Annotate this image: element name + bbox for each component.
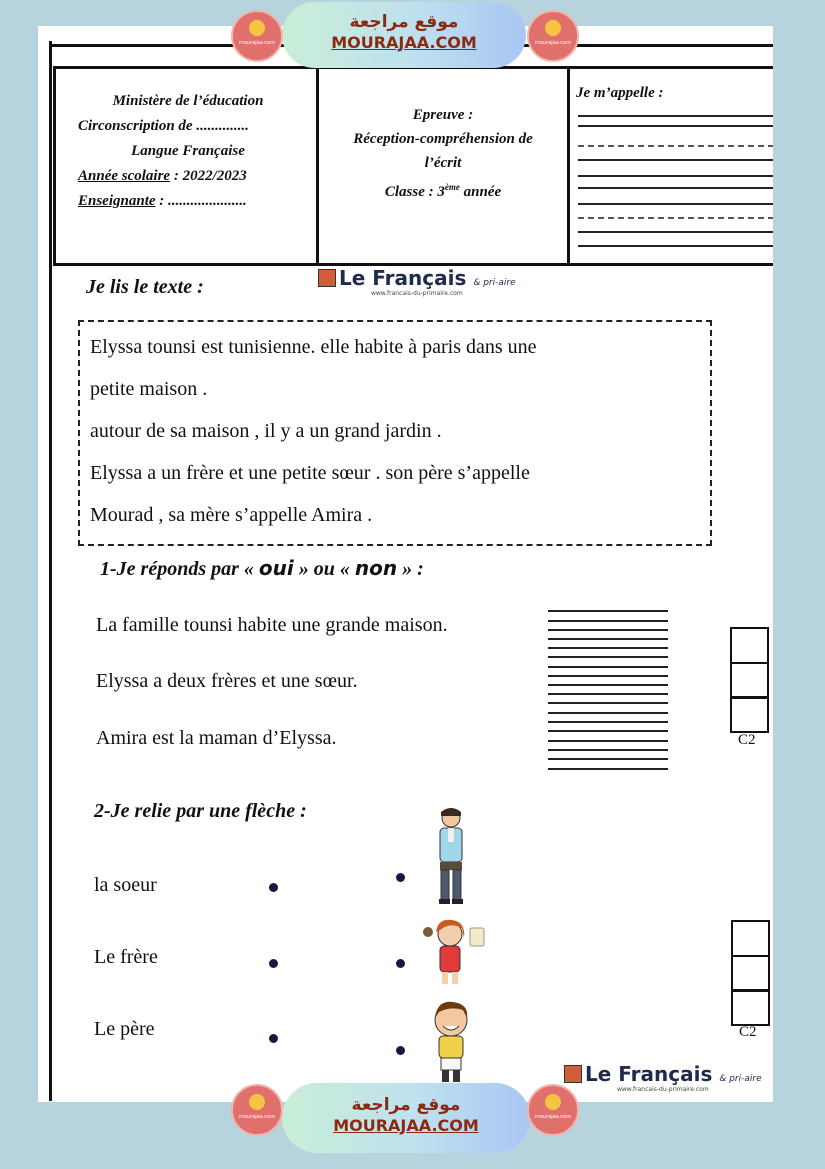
worksheet-page xyxy=(38,26,773,1102)
q1-score-label: C2 xyxy=(738,732,756,748)
class-level: Classe : 3ème année xyxy=(384,182,502,200)
q2-score-label: C2 xyxy=(739,1024,757,1040)
header-name-field[interactable] xyxy=(570,69,773,263)
teacher-field: Enseignante : ..................... xyxy=(78,193,247,209)
subject-text: Langue Française xyxy=(131,143,245,159)
francais-logo-bottom: Le Français & pri-aire www.francais-du-primaire.com xyxy=(564,1062,762,1093)
q2-word: Le père xyxy=(94,1018,155,1040)
watermark-site-link[interactable]: MOURAJAA.COM xyxy=(333,1116,479,1135)
blocks-icon xyxy=(564,1065,582,1083)
logo-badge-left-top: mourajaa.com xyxy=(231,10,283,62)
school-year: Année scolaire : 2022/2023 xyxy=(78,168,247,184)
ministry-text: Ministère de l’éducation xyxy=(112,93,264,109)
q2-score-box[interactable] xyxy=(731,920,770,957)
q1-statement: Amira est la maman d’Elyssa. xyxy=(96,727,337,749)
page-border-left xyxy=(49,41,52,1101)
exam-header xyxy=(53,66,773,266)
logo-badge-right-bottom: mourajaa.com xyxy=(527,1084,579,1136)
exam-label: Epreuve : xyxy=(412,107,474,123)
reading-line: Mourad , sa mère s’appelle Amira . xyxy=(90,504,373,526)
q2-figure-dot[interactable] xyxy=(396,1046,405,1055)
reading-line: autour de sa maison , il y a un grand jardin . xyxy=(90,420,442,442)
watermark-banner-top[interactable] xyxy=(282,2,526,68)
q2-word: Le frère xyxy=(94,946,158,968)
name-label: Je m’appelle : xyxy=(576,85,664,101)
q2-figure-dot[interactable] xyxy=(396,959,405,968)
q2-score-box[interactable] xyxy=(731,989,770,1026)
francais-logo-top: Le Français & pri-aire www.francais-du-primaire.com xyxy=(318,266,516,297)
watermark-arabic: موقع مراجعة xyxy=(349,12,459,32)
reading-line: Elyssa tounsi est tunisienne. elle habite à paris dans une xyxy=(90,336,537,358)
q1-score-box[interactable] xyxy=(730,627,769,664)
q1-score-box[interactable] xyxy=(730,696,769,733)
logo-badge-left-bottom: mourajaa.com xyxy=(231,1084,283,1136)
man-figure-icon xyxy=(426,806,476,906)
q2-score-box[interactable] xyxy=(731,955,770,992)
watermark-banner-bottom[interactable] xyxy=(282,1083,530,1153)
circonscription-text: Circonscription de .............. xyxy=(78,118,249,134)
q2-title: 2-Je relie par une flèche : xyxy=(94,800,307,822)
reading-text-box xyxy=(78,320,712,546)
reading-title: Je lis le texte : xyxy=(86,276,204,298)
q2-figure-dot[interactable] xyxy=(396,873,405,882)
boy-figure-icon xyxy=(423,1000,479,1084)
header-exam-info xyxy=(319,69,570,263)
q2-word: la soeur xyxy=(94,874,157,896)
header-school-info xyxy=(56,69,319,263)
exam-title-line2: l’écrit xyxy=(424,155,462,171)
watermark-arabic: موقع مراجعة xyxy=(351,1095,461,1115)
q2-word-dot[interactable] xyxy=(269,1034,278,1043)
q1-title: 1-Je réponds par « oui » ou « non » : xyxy=(100,556,424,580)
watermark-site-link[interactable]: MOURAJAA.COM xyxy=(331,33,477,52)
q1-statement: Elyssa a deux frères et une sœur. xyxy=(96,670,358,692)
girl-figure-icon xyxy=(418,916,488,986)
q1-score-box[interactable] xyxy=(730,662,769,699)
logo-badge-right-top: mourajaa.com xyxy=(527,10,579,62)
reading-line: petite maison . xyxy=(90,378,208,400)
reading-line: Elyssa a un frère et une petite sœur . son père s’appelle xyxy=(90,462,530,484)
blocks-icon xyxy=(318,269,336,287)
q2-word-dot[interactable] xyxy=(269,959,278,968)
exam-title-line1: Réception-compréhension de xyxy=(353,131,533,147)
q2-word-dot[interactable] xyxy=(269,883,278,892)
q1-statement: La famille tounsi habite une grande maison. xyxy=(96,614,448,636)
